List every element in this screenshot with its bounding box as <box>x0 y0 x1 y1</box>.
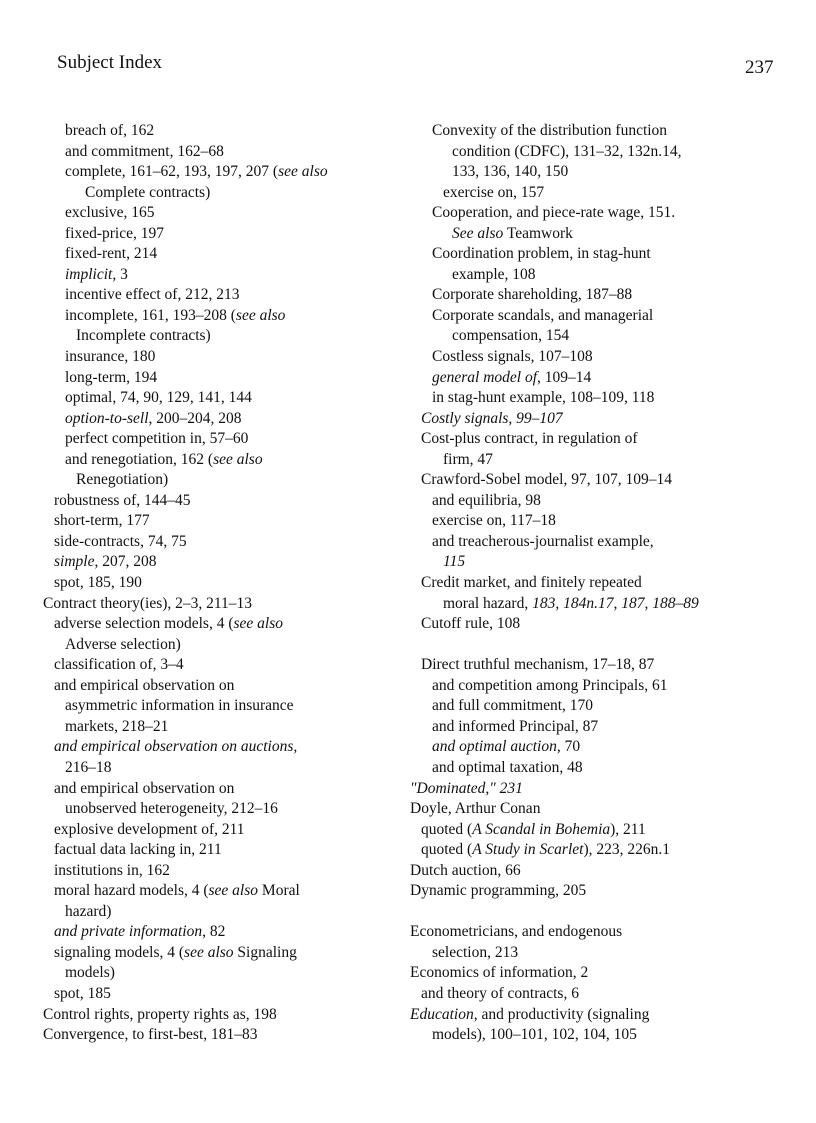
entry-text-tail: , 3 <box>112 265 128 283</box>
entry-text: Econometricians, and endogenous <box>410 923 623 941</box>
index-subentry <box>410 388 780 409</box>
entry-text: perfect competition in, 57–60 <box>65 430 249 448</box>
entry-text-tail: ), 223, 226n.1 <box>583 841 670 859</box>
entry-text: classification of, 3–4 <box>54 656 184 674</box>
index-subentry <box>43 368 413 389</box>
entry-text: breach of, 162 <box>65 122 155 139</box>
entry-italic-text: general model of <box>432 368 538 386</box>
entry-text: Economics of information, 2 <box>410 964 589 982</box>
entry-text: Costless signals, 107–108 <box>432 348 593 366</box>
index-subentry <box>410 121 780 142</box>
entry-text-tail: Signaling <box>233 943 297 961</box>
entry-text-tail: , 200–204, 208 <box>148 409 242 427</box>
index-subentry <box>43 573 413 594</box>
index-main-entry <box>43 594 413 615</box>
entry-text: Doyle, Arthur Conan <box>410 800 541 818</box>
entry-italic-text: see also <box>235 306 286 324</box>
index-subentry <box>43 491 413 512</box>
index-subentry <box>43 984 413 1005</box>
index-main-entry <box>410 922 780 943</box>
entry-italic-text: simple <box>54 553 95 571</box>
index-subentry <box>43 142 413 163</box>
entry-text: robustness of, 144–45 <box>54 491 191 509</box>
entry-text: and renegotiation, 162 ( <box>65 450 214 468</box>
entry-text: hazard) <box>65 902 112 920</box>
entry-text: Coordination problem, in stag-hunt <box>432 245 651 263</box>
entry-text: insurance, 180 <box>65 348 156 366</box>
index-subentry <box>43 450 413 471</box>
entry-text: fixed-rent, 214 <box>65 245 158 263</box>
index-subentry <box>410 306 780 327</box>
index-main-entry <box>43 1025 413 1046</box>
entry-text: Convexity of the distribution function <box>432 122 668 139</box>
index-main-entry <box>410 963 780 984</box>
entry-italic-text: see also <box>278 163 328 181</box>
entry-text: Cooperation, and piece-rate wage, 151. <box>432 204 676 222</box>
entry-text: Cutoff rule, 108 <box>421 615 521 633</box>
entry-text-tail: , and productivity (signaling <box>473 1005 650 1023</box>
index-subentry <box>410 470 780 491</box>
index-column-right <box>410 121 780 1046</box>
index-subentry <box>43 840 413 861</box>
index-subentry <box>410 717 780 738</box>
index-subentry <box>410 409 780 430</box>
index-main-entry <box>43 1005 413 1026</box>
index-subentry <box>43 635 413 656</box>
index-subentry <box>410 285 780 306</box>
index-subentry <box>43 326 413 347</box>
index-main-entry <box>410 1005 780 1026</box>
entry-italic-text: and optimal auction <box>432 738 557 756</box>
index-subentry <box>43 121 413 142</box>
entry-text: fixed-price, 197 <box>65 224 164 242</box>
index-subentry <box>43 224 413 245</box>
entry-text: Crawford-Sobel model, 97, 107, 109–14 <box>421 471 672 489</box>
entry-text: Adverse selection) <box>65 635 181 653</box>
entry-text: example, 108 <box>452 265 536 283</box>
entry-italic-text: and private information <box>54 923 203 941</box>
index-subentry <box>410 676 780 697</box>
entry-text: spot, 185, 190 <box>54 574 142 592</box>
index-main-entry <box>410 779 780 800</box>
index-subentry <box>43 162 413 183</box>
entry-italic-text: A Scandal in Bohemia <box>472 820 611 838</box>
entry-text: selection, 213 <box>432 943 519 961</box>
entry-text: exercise on, 157 <box>443 183 545 201</box>
entry-text: and empirical observation on <box>54 676 235 694</box>
index-column-left <box>43 121 413 1046</box>
index-subentry <box>43 552 413 573</box>
entry-text: Dynamic programming, 205 <box>410 882 587 900</box>
index-subentry <box>410 655 780 676</box>
index-subentry <box>43 696 413 717</box>
index-subentry <box>43 244 413 265</box>
index-subentry <box>43 203 413 224</box>
entry-text: quoted ( <box>421 841 473 859</box>
entry-italic-text: Costly signals, 99–107 <box>421 409 563 427</box>
entry-text-tail: ), 211 <box>610 820 646 838</box>
entry-text: Renegotiation) <box>76 471 169 489</box>
entry-text: Incomplete contracts) <box>76 327 211 345</box>
entry-text: quoted ( <box>421 820 473 838</box>
entry-text: markets, 218–21 <box>65 717 169 735</box>
index-subentry <box>43 963 413 984</box>
entry-text-tail: Moral <box>258 882 300 900</box>
index-subentry <box>43 758 413 779</box>
entry-italic-text: and empirical observation on auctions, <box>54 738 298 756</box>
entry-text: Control rights, property rights as, 198 <box>43 1005 277 1023</box>
entry-text: Corporate shareholding, 187–88 <box>432 286 633 304</box>
index-subentry <box>410 203 780 224</box>
entry-text: side-contracts, 74, 75 <box>54 532 187 550</box>
index-subentry <box>43 265 413 286</box>
entry-text: Convergence, to first-best, 181–83 <box>43 1026 258 1044</box>
index-subentry <box>410 265 780 286</box>
running-head-title: Subject Index <box>57 52 163 73</box>
index-subentry <box>410 368 780 389</box>
entry-text: long-term, 194 <box>65 368 158 386</box>
index-subentry <box>410 347 780 368</box>
entry-text: and treacherous-journalist example, <box>432 532 654 550</box>
entry-italic-text: 183, 184n.17, 187, 188–89 <box>532 594 699 612</box>
index-subentry <box>43 388 413 409</box>
index-subentry <box>43 922 413 943</box>
entry-italic-text: see also <box>208 882 259 900</box>
index-subentry <box>410 984 780 1005</box>
entry-text: Corporate scandals, and managerial <box>432 306 654 324</box>
entry-italic-text: Education <box>410 1005 474 1023</box>
index-subentry <box>410 840 780 861</box>
entry-italic-text: option-to-sell <box>65 409 149 427</box>
index-subentry <box>410 142 780 163</box>
index-subentry <box>43 347 413 368</box>
entry-text: 133, 136, 140, 150 <box>452 163 569 181</box>
entry-text: short-term, 177 <box>54 512 150 530</box>
entry-text: incentive effect of, 212, 213 <box>65 286 240 304</box>
entry-text: complete, 161–62, 193, 197, 207 ( <box>65 163 279 181</box>
index-subentry <box>43 655 413 676</box>
entry-text: moral hazard models, 4 ( <box>54 882 209 900</box>
index-subentry <box>43 532 413 553</box>
entry-text: unobserved heterogeneity, 212–16 <box>65 800 278 818</box>
entry-text: Complete contracts) <box>85 183 211 201</box>
entry-text: 216–18 <box>65 758 112 776</box>
index-subentry <box>43 470 413 491</box>
entry-text: and theory of contracts, 6 <box>421 984 579 1002</box>
index-subentry <box>43 820 413 841</box>
index-subentry <box>410 820 780 841</box>
index-subentry <box>410 450 780 471</box>
entry-text: Dutch auction, 66 <box>410 861 521 879</box>
entry-text: adverse selection models, 4 ( <box>54 615 234 633</box>
entry-italic-text: see also <box>233 615 283 633</box>
index-subentry <box>43 943 413 964</box>
entry-italic-text: A Study in Scarlet <box>472 841 584 859</box>
index-subentry <box>43 676 413 697</box>
entry-text: and optimal taxation, 48 <box>432 758 583 776</box>
index-subentry <box>410 758 780 779</box>
entry-text: Cost-plus contract, in regulation of <box>421 430 638 448</box>
entry-text: and competition among Principals, 61 <box>432 676 668 694</box>
entry-text-tail: , 82 <box>202 923 226 941</box>
entry-text: and empirical observation on <box>54 779 235 797</box>
index-subentry <box>43 285 413 306</box>
entry-text: and full commitment, 170 <box>432 697 594 715</box>
entry-text: and informed Principal, 87 <box>432 717 599 735</box>
index-subentry <box>410 696 780 717</box>
index-subentry <box>410 491 780 512</box>
entry-italic-text: see also <box>213 450 263 468</box>
entry-text: Contract theory(ies), 2–3, 211–13 <box>43 594 253 612</box>
section-gap <box>410 635 780 656</box>
index-subentry <box>43 306 413 327</box>
index-subentry <box>410 614 780 635</box>
entry-italic-text: see also <box>184 943 234 961</box>
index-subentry <box>43 881 413 902</box>
entry-text: exclusive, 165 <box>65 204 155 222</box>
index-subentry <box>43 799 413 820</box>
entry-italic-text: "Dominated," 231 <box>410 779 523 797</box>
entry-text: Credit market, and finitely repeated <box>421 574 642 592</box>
index-subentry <box>410 511 780 532</box>
index-subentry <box>410 594 780 615</box>
entry-text: compensation, 154 <box>452 327 570 345</box>
entry-italic-text: 115 <box>443 553 466 571</box>
index-subentry <box>410 244 780 265</box>
entry-text: and equilibria, 98 <box>432 491 541 509</box>
entry-text: factual data lacking in, 211 <box>54 841 222 859</box>
entry-text: explosive development of, 211 <box>54 820 245 838</box>
index-subentry <box>43 779 413 800</box>
entry-text: condition (CDFC), 131–32, 132n.14, <box>452 142 682 160</box>
entry-text: institutions in, 162 <box>54 861 170 879</box>
entry-text: moral hazard, <box>443 594 533 612</box>
entry-text: firm, 47 <box>443 450 493 468</box>
page-number: 237 <box>745 57 774 78</box>
entry-text: incomplete, 161, 193–208 ( <box>65 306 236 324</box>
entry-text: and commitment, 162–68 <box>65 142 224 160</box>
section-gap <box>410 902 780 923</box>
entry-italic-text: implicit <box>65 265 113 283</box>
index-main-entry <box>410 799 780 820</box>
entry-text-tail: , 207, 208 <box>94 553 157 571</box>
index-main-entry <box>410 861 780 882</box>
index-subentry <box>43 429 413 450</box>
entry-italic-text: See also <box>452 224 504 242</box>
index-subentry <box>43 614 413 635</box>
entry-text: models), 100–101, 102, 104, 105 <box>432 1026 637 1044</box>
index-subentry <box>410 429 780 450</box>
index-subentry <box>410 737 780 758</box>
index-subentry <box>410 1025 780 1046</box>
index-main-entry <box>410 881 780 902</box>
index-subentry <box>410 326 780 347</box>
entry-text-tail: , 70 <box>556 738 581 756</box>
index-subentry <box>43 737 413 758</box>
index-subentry <box>43 717 413 738</box>
index-subentry <box>43 409 413 430</box>
entry-text: signaling models, 4 ( <box>54 943 185 961</box>
entry-text: models) <box>65 964 115 982</box>
index-subentry <box>43 183 413 204</box>
entry-text: exercise on, 117–18 <box>432 512 556 530</box>
index-subentry <box>43 861 413 882</box>
entry-text: Direct truthful mechanism, 17–18, 87 <box>421 656 655 674</box>
index-subentry <box>410 943 780 964</box>
entry-text: asymmetric information in insurance <box>65 697 294 715</box>
entry-text: spot, 185 <box>54 984 111 1002</box>
index-subentry <box>410 532 780 553</box>
entry-text-tail: , 109–14 <box>537 368 592 386</box>
entry-text: optimal, 74, 90, 129, 141, 144 <box>65 389 252 407</box>
index-subentry <box>410 162 780 183</box>
index-subentry <box>410 183 780 204</box>
entry-text: in stag-hunt example, 108–109, 118 <box>432 389 655 407</box>
index-subentry <box>43 511 413 532</box>
index-subentry <box>43 902 413 923</box>
index-subentry <box>410 224 780 245</box>
entry-text-tail: Teamwork <box>503 224 573 242</box>
index-subentry <box>410 552 780 573</box>
index-subentry <box>410 573 780 594</box>
